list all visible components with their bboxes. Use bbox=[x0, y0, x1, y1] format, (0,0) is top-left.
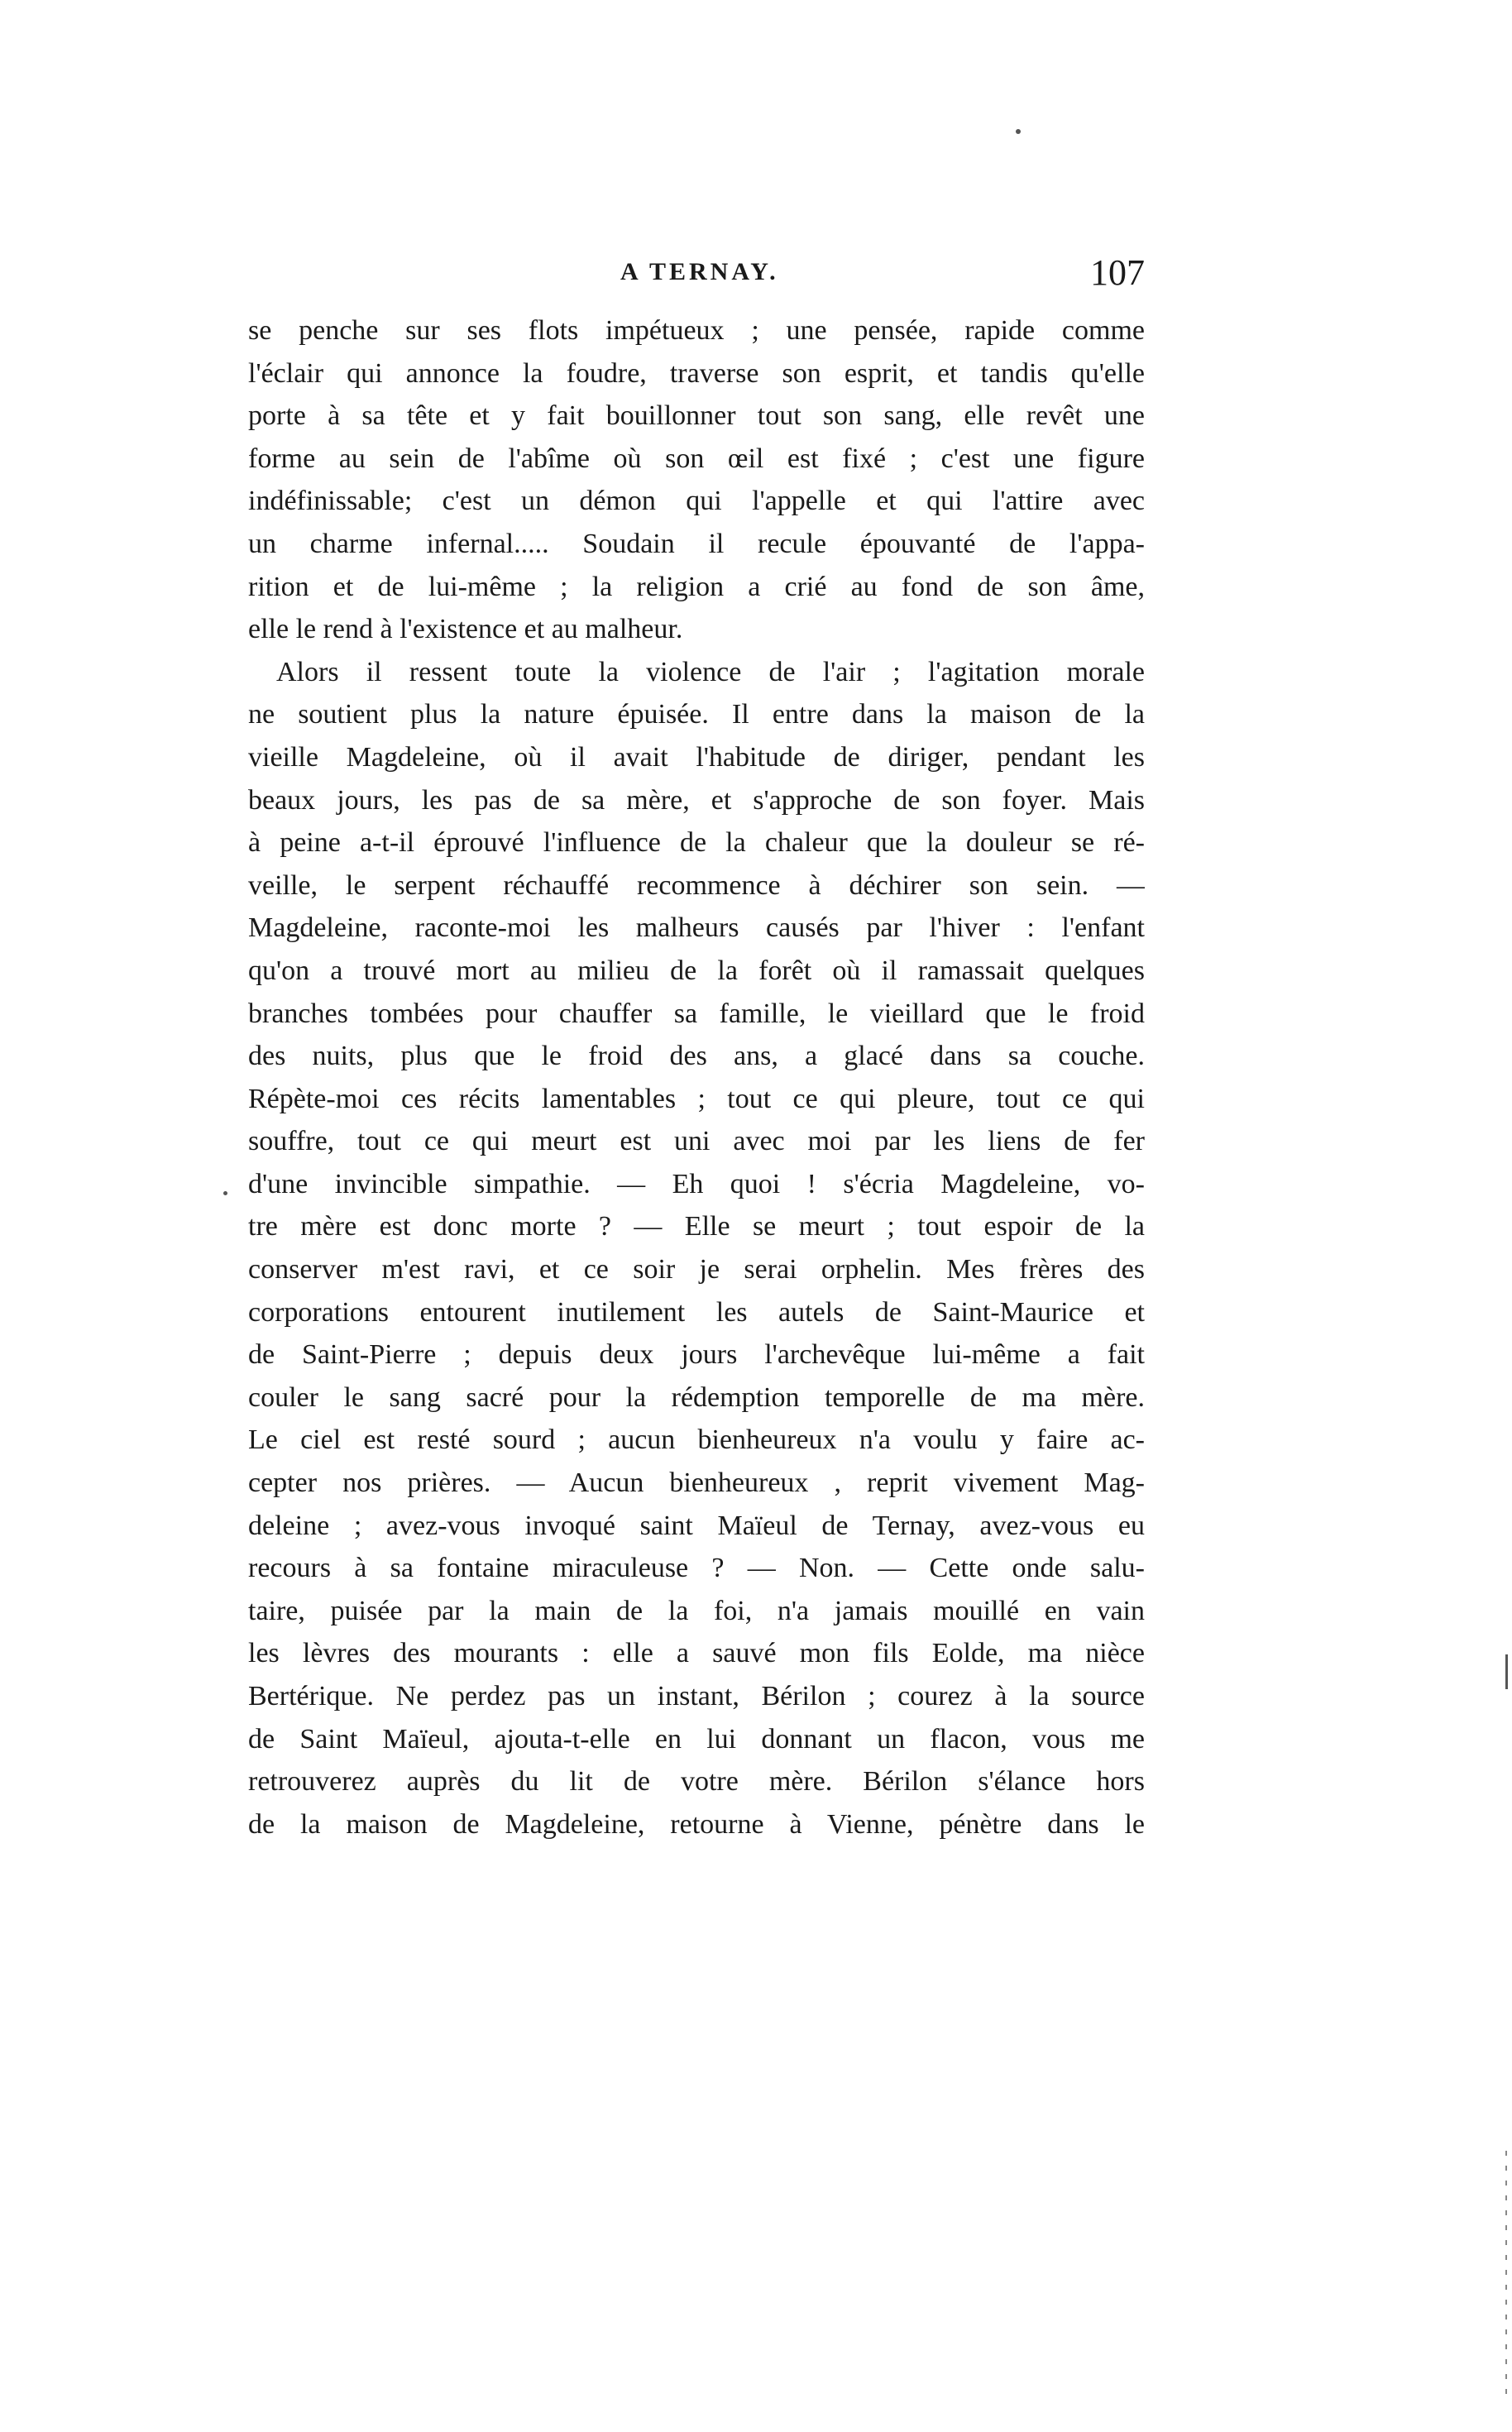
text-line: elle le rend à l'existence et au malheur. bbox=[248, 614, 683, 645]
body-text bbox=[248, 309, 1145, 1846]
text-line: souffre, tout ce qui meurt est uni avec moi par les liens de fer bbox=[248, 1126, 1145, 1157]
text-line: taire, puisée par la main de la foi, n'a jamais mouillé en vain bbox=[248, 1595, 1145, 1626]
text-line: se penche sur ses flots impétueux ; une pensée, rapide comme bbox=[248, 315, 1145, 346]
text-line: porte à sa tête et y fait bouillonner tout son sang, elle revêt une bbox=[248, 400, 1145, 432]
text-line: beaux jours, les pas de sa mère, et s'approche de son foyer. Mais bbox=[248, 784, 1145, 816]
text-line: conserver m'est ravi, et ce soir je serai orphelin. Mes frères des bbox=[248, 1254, 1145, 1285]
margin-mark bbox=[1505, 1654, 1508, 1689]
text-line: de la maison de Magdeleine, retourne à Vienne, pénètre dans le bbox=[248, 1808, 1145, 1840]
text-line: rition et de lui-même ; la religion a crié au fond de son âme, bbox=[248, 571, 1145, 602]
text-line: couler le sang sacré pour la rédemption temporelle de ma mère. bbox=[248, 1381, 1145, 1413]
text-line: recours à sa fontaine miraculeuse ? — Non. — Cette onde salu- bbox=[248, 1553, 1145, 1584]
ink-speck bbox=[223, 1191, 227, 1195]
text-line: de Saint-Pierre ; depuis deux jours l'archevêque lui-même a fait bbox=[248, 1339, 1145, 1371]
text-line: l'éclair qui annonce la foudre, traverse son esprit, et tandis qu'elle bbox=[248, 357, 1145, 389]
text-line: à peine a-t-il éprouvé l'influence de la chaleur que la douleur se ré- bbox=[248, 827, 1145, 859]
text-line: un charme infernal..... Soudain il recule épouvanté de l'appa- bbox=[248, 528, 1145, 559]
text-line: deleine ; avez-vous invoqué saint Maïeul de Ternay, avez-vous eu bbox=[248, 1510, 1145, 1541]
text-line: Le ciel est resté sourd ; aucun bienheureux n'a voulu y faire ac- bbox=[248, 1424, 1145, 1456]
page-number: 107 bbox=[1090, 252, 1145, 293]
text-line: Répète-moi ces récits lamentables ; tout ce qui pleure, tout ce qui bbox=[248, 1083, 1145, 1114]
text-line: qu'on a trouvé mort au milieu de la forêt où il ramassait quelques bbox=[248, 955, 1145, 986]
text-line: forme au sein de l'abîme où son œil est fixé ; c'est une figure bbox=[248, 443, 1145, 474]
text-line: d'une invincible simpathie. — Eh quoi ! s'écria Magdeleine, vo- bbox=[248, 1168, 1145, 1199]
text-line: Magdeleine, raconte-moi les malheurs causés par l'hiver : l'enfant bbox=[248, 912, 1145, 944]
text-line: vieille Magdeleine, où il avait l'habitude de diriger, pendant les bbox=[248, 741, 1145, 773]
text-line: Bertérique. Ne perdez pas un instant, Bérilon ; courez à la source bbox=[248, 1681, 1145, 1711]
text-line: corporations entourent inutilement les autels de Saint-Maurice et bbox=[248, 1296, 1145, 1328]
page-edge-marks bbox=[1505, 2151, 1507, 2399]
text-line: branches tombées pour chauffer sa famille, le vieillard que le froid bbox=[248, 998, 1145, 1029]
ink-speck bbox=[1016, 129, 1021, 134]
text-line: cepter nos prières. — Aucun bienheureux , reprit vivement Mag- bbox=[248, 1467, 1145, 1499]
text-line: les lèvres des mourants : elle a sauvé mon fils Eolde, ma nièce bbox=[248, 1638, 1145, 1669]
text-line: de Saint Maïeul, ajouta-t-elle en lui donnant un flacon, vous me bbox=[248, 1723, 1145, 1755]
running-title: A TERNAY. bbox=[620, 258, 779, 285]
running-header bbox=[248, 253, 1145, 294]
text-line: retrouverez auprès du lit de votre mère. Bérilon s'élance hors bbox=[248, 1766, 1145, 1798]
text-line: Alors il ressent toute la violence de l'air ; l'agitation morale bbox=[276, 656, 1145, 687]
text-line: indéfinissable; c'est un démon qui l'appelle et qui l'attire avec bbox=[248, 486, 1145, 517]
text-line: des nuits, plus que le froid des ans, a glacé dans sa couche. bbox=[248, 1041, 1145, 1072]
text-line: ne soutient plus la nature épuisée. Il entre dans la maison de la bbox=[248, 699, 1145, 730]
text-line: veille, le serpent réchauffé recommence à déchirer son sein. — bbox=[248, 869, 1145, 901]
text-line: tre mère est donc morte ? — Elle se meurt ; tout espoir de la bbox=[248, 1211, 1145, 1242]
